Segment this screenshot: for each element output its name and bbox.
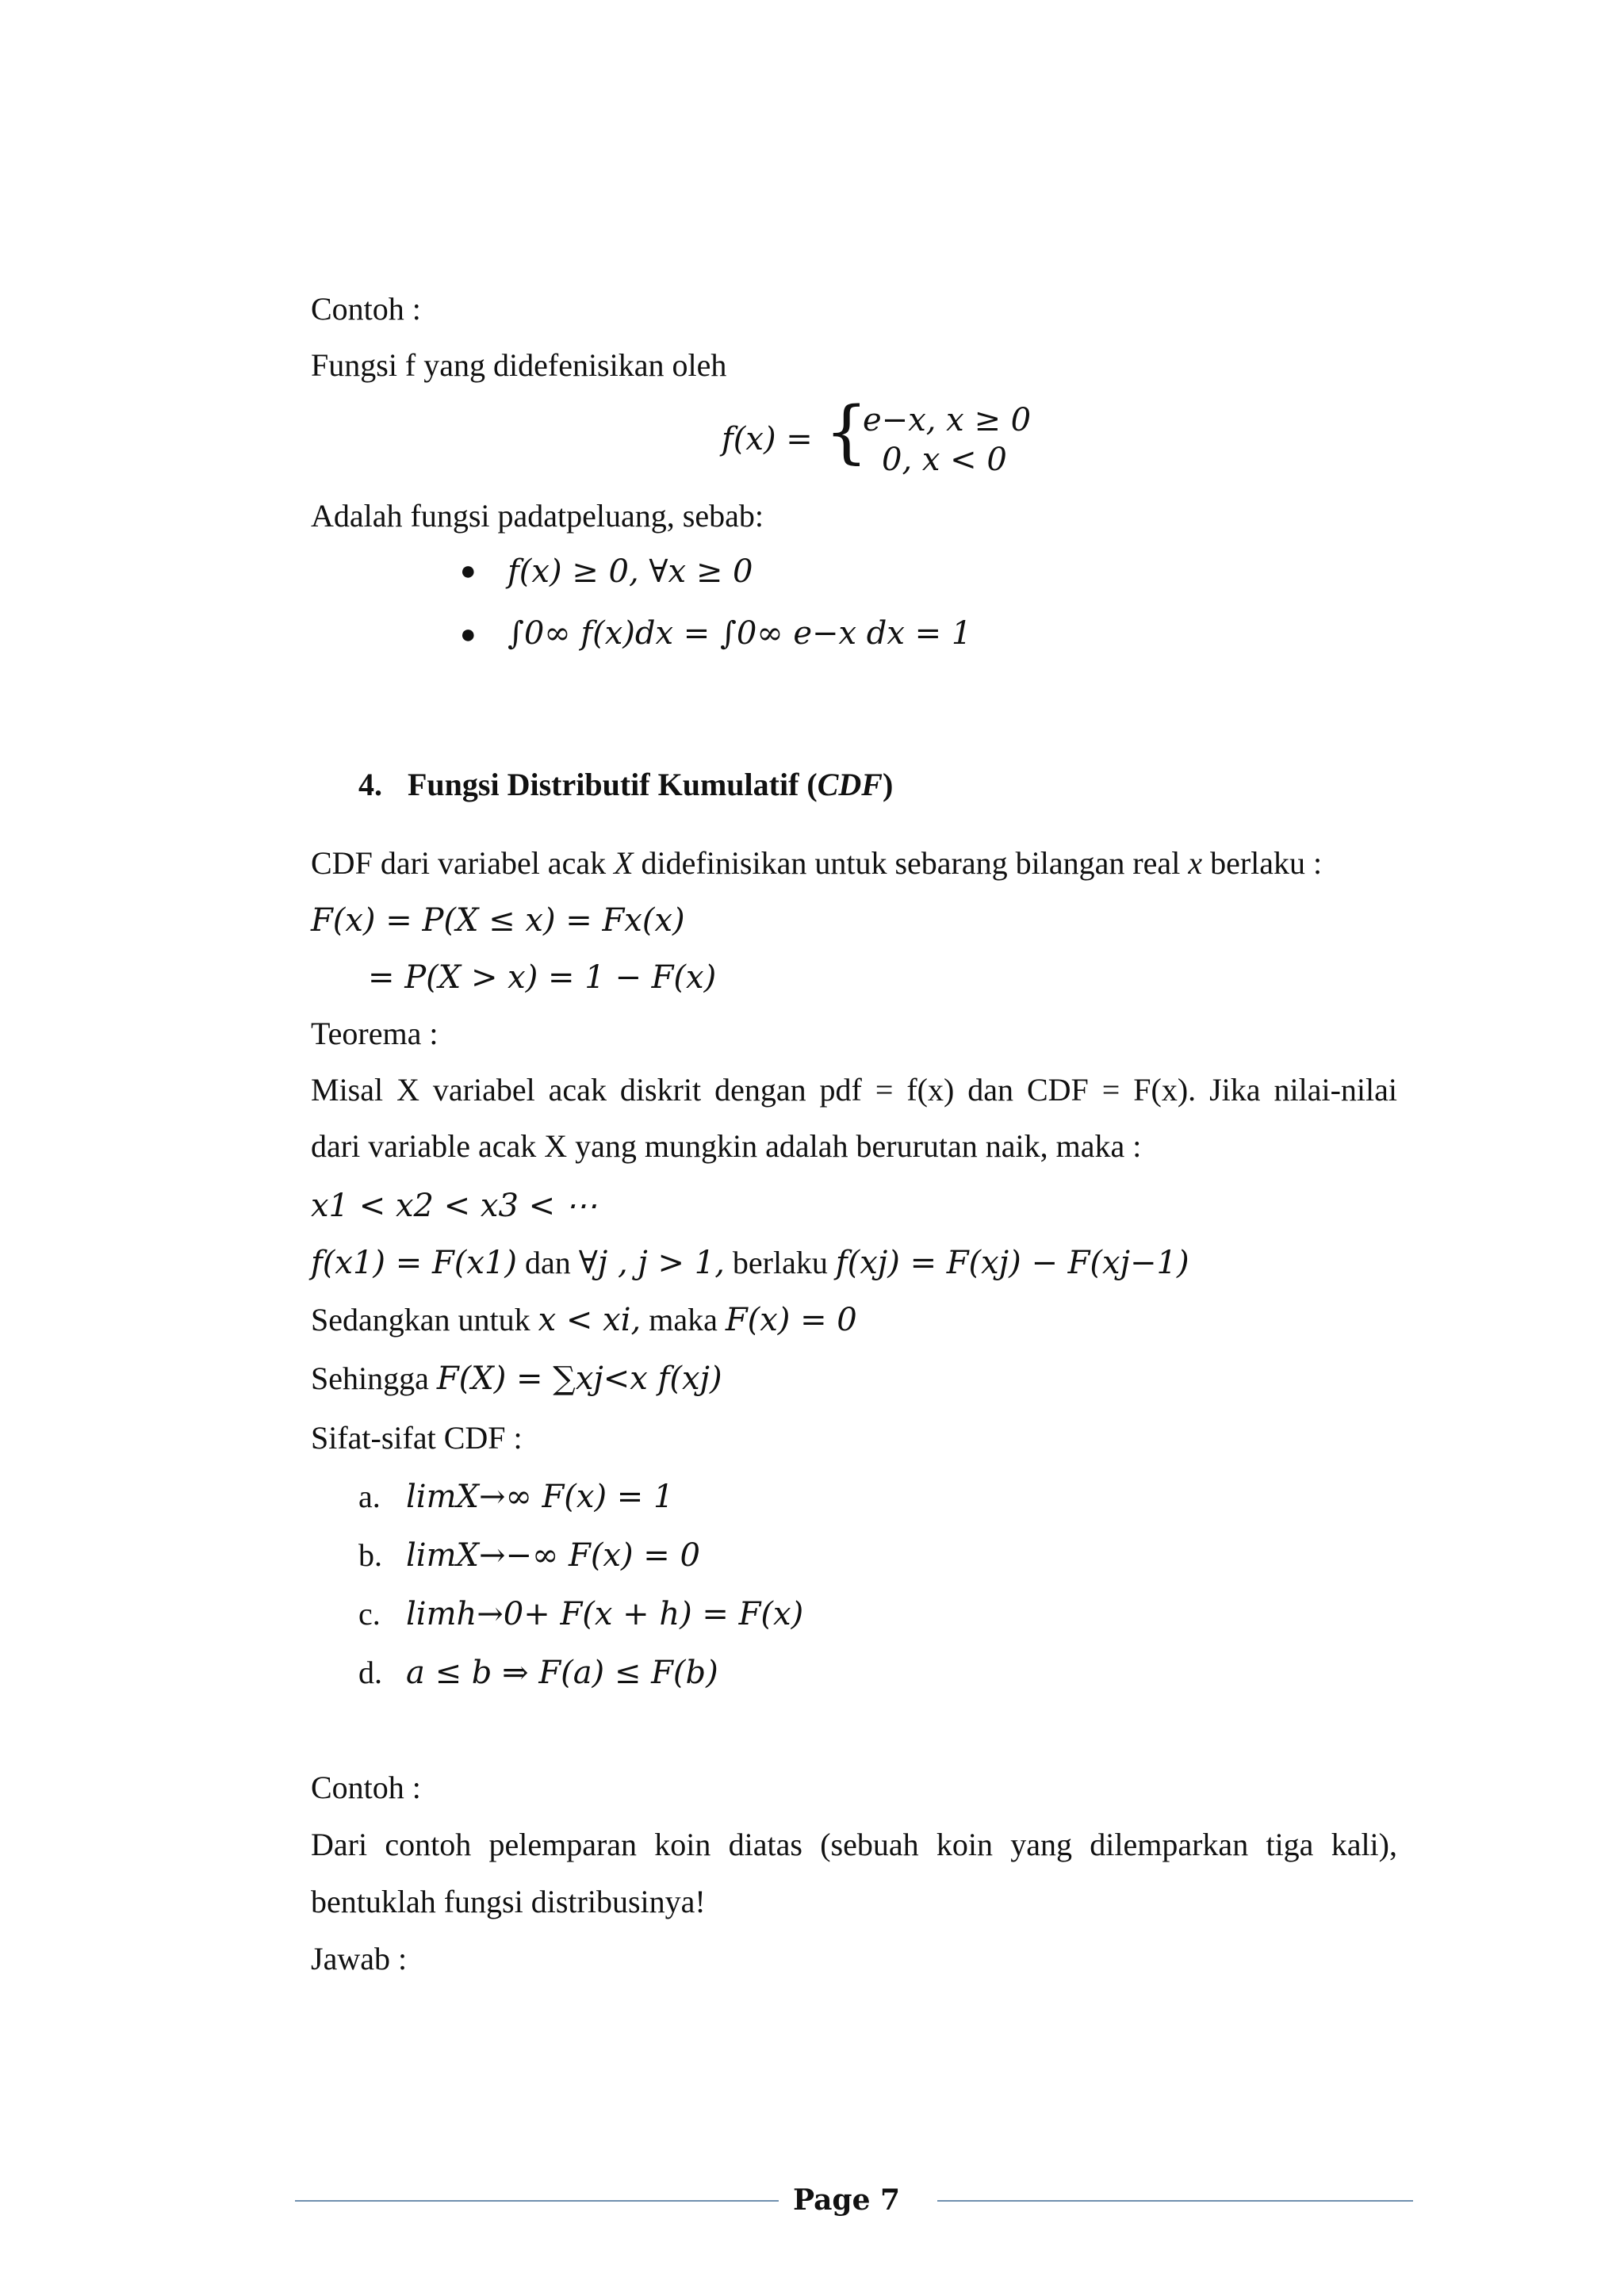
cdf-def-text-c: berlaku : [1202,845,1323,881]
section-title-end: ) [882,767,894,802]
theorem-sum-b: F(X) = ∑xj<x f(xj) [436,1360,722,1397]
piecewise-case-2: 0, x < 0 [882,442,1007,478]
theorem-below-c: maka [641,1302,726,1337]
properties-label: Sifat-sifat CDF : [311,1420,523,1456]
theorem-line-2: dari variable acak X yang mungkin adalah berurutan naik, maka : [311,1128,1142,1164]
theorem-rule-berlaku: berlaku [724,1245,836,1280]
footer-rule-right [937,2200,1413,2202]
function-lhs: f(x) = [722,421,813,457]
property-d: a ≤ b ⇒ F(a) ≤ F(b) [406,1655,718,1691]
theorem-below [311,1301,857,1339]
example-label: Contoh : [311,291,421,327]
theorem-sum [311,1360,722,1398]
bullet-item-1: f(x) ≥ 0, ∀x ≥ 0 [508,553,753,590]
theorem-rule [311,1244,1189,1282]
theorem-order: x1 < x2 < x3 < ⋯ [311,1188,597,1224]
cdf-equation-2: = P(X > x) = 1 − F(x) [368,959,717,996]
theorem-rule-a: f(x1) = F(x1) [311,1245,517,1281]
piecewise-case-1: e−x, x ≥ 0 [863,402,1032,438]
cdf-def-text-a: CDF dari variabel acak [311,845,615,881]
example2-answer: Jawab : [311,1941,408,1976]
section-title-abbr: CDF [817,767,883,802]
property-c: limh→0+ F(x + h) = F(x) [406,1596,804,1632]
cdf-equation-1: F(x) = P(X ≤ x) = Fx(x) [311,902,685,939]
cdf-def-real: x [1188,845,1203,881]
bullet-item-2: ∫0∞ f(x)dx = ∫0∞ e−x dx = 1 [508,615,972,652]
property-letter: a. [358,1479,381,1514]
property-b: limX→−∞ F(x) = 0 [406,1537,700,1574]
property-a: limX→∞ F(x) = 1 [406,1479,674,1515]
theorem-below-d: F(x) = 0 [725,1302,857,1338]
property-letter: b. [358,1537,382,1573]
theorem-rule-dan: dan [516,1245,579,1280]
theorem-below-a: Sedangkan untuk [311,1302,538,1337]
piecewise-brace: { [825,392,868,472]
example2-line-1: Dari contoh pelemparan koin diatas (sebuah koin yang dilemparkan tiga kali), [311,1827,1397,1862]
cdf-definition [311,844,1322,882]
property-letter: c. [358,1596,381,1632]
theorem-rule-c: f(xj) = F(xj) − F(xj−1) [835,1245,1189,1281]
theorem-sum-a: Sehingga [311,1360,437,1396]
footer-rule-left [295,2200,779,2202]
example-intro: Fungsi f yang didefenisikan oleh [311,347,727,383]
because-line: Adalah fungsi padatpeluang, sebab: [311,498,764,534]
example2-label: Contoh : [311,1770,421,1805]
theorem-rule-b: ∀j , j > 1, [578,1245,725,1281]
bullet-dot: ● [460,620,477,649]
bullet-dot: ● [460,557,477,586]
section-heading [358,766,893,804]
theorem-line-1: Misal X variabel acak diskrit dengan pdf = f(x) dan CDF = F(x). Jika nilai-nilai [311,1072,1397,1108]
section-title: Fungsi Distributif Kumulatif ( [408,767,818,802]
theorem-label: Teorema : [311,1016,439,1051]
property-letter: d. [358,1655,382,1690]
example2-line-2: bentuklah fungsi distribusinya! [311,1884,706,1919]
theorem-below-b: x < xi, [538,1302,642,1338]
cdf-def-var: X [614,845,634,881]
cdf-def-text-b: didefinisikan untuk sebarang bilangan real [633,845,1189,881]
section-number: 4. [358,767,382,802]
page-number: Page 7 [793,2183,901,2217]
